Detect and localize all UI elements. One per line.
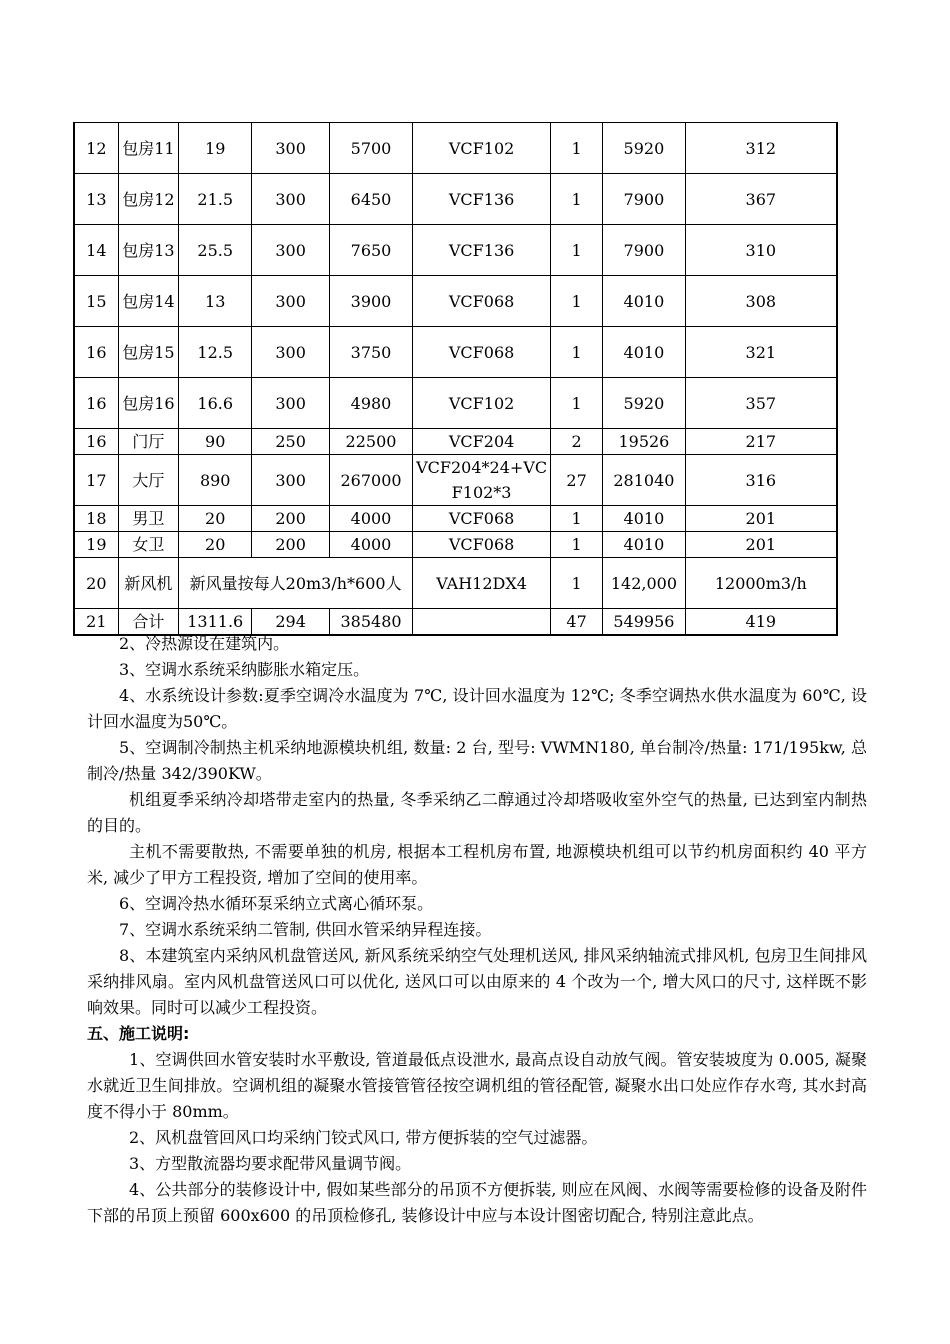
table-cell: 20 [74,558,118,609]
table-cell: 14 [74,225,118,276]
table-cell: 419 [685,609,837,636]
table-cell: VCF102 [413,378,551,429]
section-heading: 五、施工说明: [87,1024,190,1043]
table-cell: 16 [74,429,118,455]
table-cell: 包房16 [118,378,178,429]
table-cell: VCF068 [413,532,551,558]
table-cell: 316 [685,455,837,506]
table-cell: 包房13 [118,225,178,276]
table-cell: 549956 [603,609,685,636]
table-cell: 1 [550,378,602,429]
table-cell: 281040 [603,455,685,506]
paragraph: 机组夏季采纳冷却塔带走室内的热量, 冬季采纳乙二醇通过冷却塔吸收室外空气的热量, 已达到室内制热的目的。 [87,790,867,835]
table-cell: 7900 [603,174,685,225]
table-cell: 17 [74,455,118,506]
table-cell: 包房14 [118,276,178,327]
table-cell: 1 [550,506,602,532]
equipment-table [73,122,838,636]
table-cell: 4000 [329,532,412,558]
table-cell: 250 [252,429,329,455]
table-cell: 合计 [118,609,178,636]
table-cell: VAH12DX4 [413,558,551,609]
table-cell: 4980 [329,378,412,429]
table-cell: 308 [685,276,837,327]
table-cell: 890 [179,455,252,506]
table-cell: 15 [74,276,118,327]
table-cell: 4010 [603,506,685,532]
table-cell: 20 [179,532,252,558]
table-cell: 367 [685,174,837,225]
table-cell: 包房15 [118,327,178,378]
paragraph: 2、风机盘管回风口均采纳门铰式风口, 带方便拆装的空气过滤器。 [129,1128,598,1147]
paragraph: 3、方型散流器均要求配带风量调节阀。 [129,1154,412,1173]
table-row-fresh-air [74,558,837,609]
table-cell: 1 [550,532,602,558]
paragraph: 3、空调水系统采纳膨胀水箱定压。 [119,660,370,679]
table-cell: 321 [685,327,837,378]
table-cell: 1 [550,558,602,609]
table-cell: 5700 [329,123,412,174]
table-row [74,378,837,429]
table-cell: 4010 [603,327,685,378]
table-cell: VCF068 [413,327,551,378]
table-cell: 300 [252,225,329,276]
table-cell: 300 [252,455,329,506]
table-cell: 1311.6 [179,609,252,636]
table-cell: 19 [179,123,252,174]
table-row [74,455,837,506]
table-cell: 7900 [603,225,685,276]
paragraph: 4、水系统设计参数:夏季空调冷水温度为 7℃, 设计回水温度为 12℃; 冬季空调热水供水温度为 60℃, 设计回水温度为50℃。 [87,686,867,731]
table-cell: 300 [252,276,329,327]
table-cell: 21 [74,609,118,636]
table-row [74,532,837,558]
table-cell: 16.6 [179,378,252,429]
table-row [74,225,837,276]
table-cell: VCF068 [413,506,551,532]
table-cell: 12 [74,123,118,174]
table-cell: 包房11 [118,123,178,174]
table-cell: 21.5 [179,174,252,225]
table-cell: 16 [74,327,118,378]
table-cell: 1 [550,225,602,276]
paragraph: 主机不需要散热, 不需要单独的机房, 根据本工程机房布置, 地源模块机组可以节约机房面积约 40 平方米, 减少了甲方工程投资, 增加了空间的使用率。 [87,842,867,887]
table-row [74,174,837,225]
table-cell: 1 [550,276,602,327]
table-cell: 5920 [603,378,685,429]
paragraph: 5、空调制冷制热主机采纳地源模块机组, 数量: 2 台, 型号: VWMN180, 单台制冷/热量: 171/195kw, 总制冷/热量 342/390KW。 [87,738,867,783]
table-cell: 90 [179,429,252,455]
table-cell: 312 [685,123,837,174]
table-cell: 267000 [329,455,412,506]
table-cell: 300 [252,327,329,378]
table-cell: VCF136 [413,225,551,276]
table-cell: 142,000 [603,558,685,609]
table-cell: VCF204*24+VCF102*3 [413,455,551,506]
table-cell: 3750 [329,327,412,378]
table-row [74,327,837,378]
table-cell: VCF136 [413,174,551,225]
table-cell: 13 [74,174,118,225]
table-cell: 385480 [329,609,412,636]
table-cell: VCF068 [413,276,551,327]
paragraph: 4、公共部分的装修设计中, 假如某些部分的吊顶不方便拆装, 则应在风阀、水阀等需要检修的设备及附件下部的吊顶上预留 600x600 的吊顶检修孔, 装修设计中应与本设计图密切配合, 特别注意此点。 [87,1180,867,1225]
table-cell: 大厅 [118,455,178,506]
table-cell: 19 [74,532,118,558]
table-cell: 门厅 [118,429,178,455]
table-cell: 4000 [329,506,412,532]
document-body [87,631,867,1229]
table-cell: 3900 [329,276,412,327]
paragraph: 2、冷热源设在建筑内。 [119,634,290,653]
table-cell: 包房12 [118,174,178,225]
table-cell: 18 [74,506,118,532]
table-cell: 20 [179,506,252,532]
table-cell: 310 [685,225,837,276]
table-cell: 16 [74,378,118,429]
table-body [74,123,837,636]
table-cell: 7650 [329,225,412,276]
table-cell: 6450 [329,174,412,225]
table-cell: 1 [550,123,602,174]
table-cell: 47 [550,609,602,636]
table-cell: 300 [252,123,329,174]
table-cell: 新风量按每人20m3/h*600人 [179,558,413,609]
table-row [74,506,837,532]
table-cell: VCF204 [413,429,551,455]
table-cell: 5920 [603,123,685,174]
paragraph: 6、空调冷热水循环泵采纳立式离心循环泵。 [119,894,434,913]
paragraph: 1、空调供回水管安装时水平敷设, 管道最低点设泄水, 最高点设自动放气阀。管安装坡度为 0.005, 凝聚水就近卫生间排放。空调机组的凝聚水管接管管径按空调机组的管径配管, 凝聚水出口处应作存水弯, 其水封高度不得小于 80mm。 [87,1050,867,1121]
table-cell: 19526 [603,429,685,455]
table-cell: 201 [685,532,837,558]
table-cell: 357 [685,378,837,429]
table-cell: 1 [550,174,602,225]
table-cell: 女卫 [118,532,178,558]
table-cell: 12.5 [179,327,252,378]
table-cell: 12000m3/h [685,558,837,609]
table-cell: VCF102 [413,123,551,174]
table-cell: 27 [550,455,602,506]
table-cell: 4010 [603,532,685,558]
table-cell: 200 [252,506,329,532]
table-cell: 25.5 [179,225,252,276]
table-row [74,429,837,455]
table-cell: 300 [252,378,329,429]
table-cell: 1 [550,327,602,378]
table-cell: 2 [550,429,602,455]
table-cell: 13 [179,276,252,327]
table-row [74,276,837,327]
table-cell: 201 [685,506,837,532]
table-cell: 4010 [603,276,685,327]
table-cell: 294 [252,609,329,636]
table-cell: 新风机 [118,558,178,609]
table-row [74,123,837,174]
table-cell: 200 [252,532,329,558]
table-cell: 300 [252,174,329,225]
paragraph: 7、空调水系统采纳二管制, 供回水管采纳异程连接。 [119,920,492,939]
table-cell: 22500 [329,429,412,455]
paragraph: 8、本建筑室内采纳风机盘管送风, 新风系统采纳空气处理机送风, 排风采纳轴流式排风机, 包房卫生间排风采纳排风扇。室内风机盘管送风口可以优化, 送风口可以由原来的 4 个改为一个, 增大风口的尺寸, 这样既不影响效果。同时可以减少工程投资。 [87,946,867,1017]
table-cell: 217 [685,429,837,455]
table-cell: 男卫 [118,506,178,532]
